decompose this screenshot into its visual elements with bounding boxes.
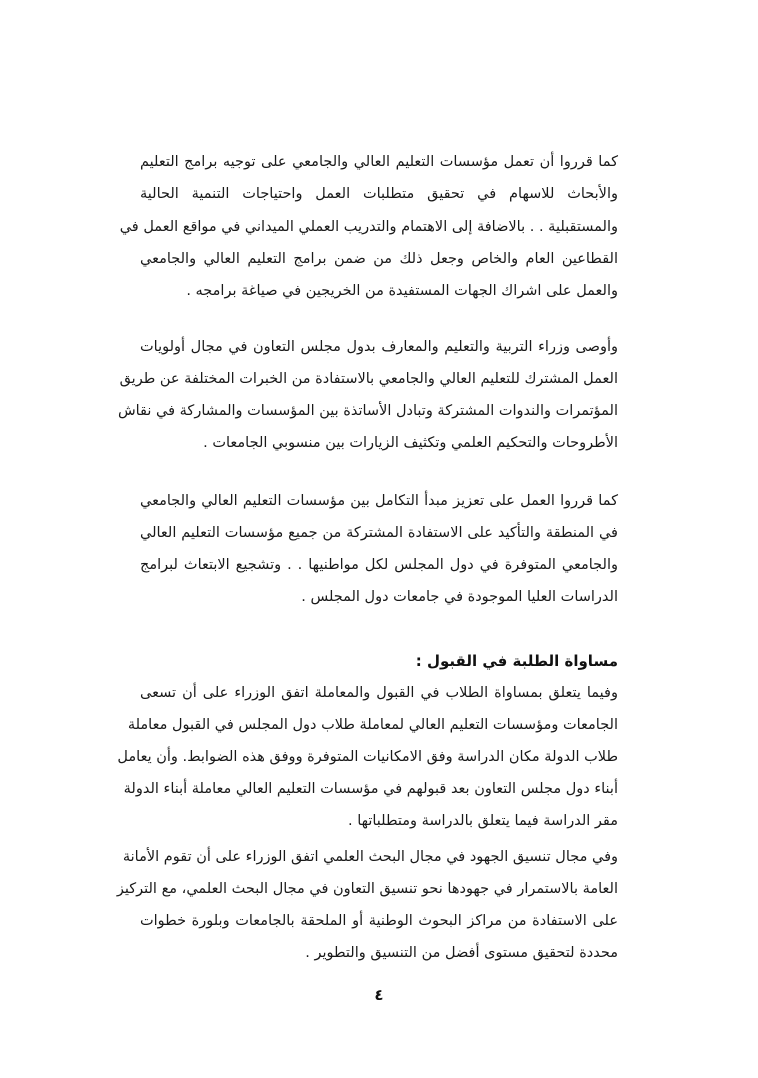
text-line: والجامعي المتوفرة في دول المجلس لكل مواطنيها . . وتشجيع الابتعاث لبرامج <box>140 557 618 573</box>
text-line: والمستقبلية . . بالاضافة إلى الاهتمام والتدريب العملي الميداني في مواقع العمل في <box>119 219 618 235</box>
text-line: الجامعات ومؤسسات التعليم العالي لمعاملة طلاب دول المجلس في القبول معاملة <box>127 717 618 733</box>
section-heading: مساواة الطلبة في القبول : <box>415 652 618 670</box>
page-number: ٤ <box>374 986 384 1004</box>
text-line: وأوصى وزراء التربية والتعليم والمعارف بدول مجلس التعاون في مجال أولويات <box>140 339 618 355</box>
text-line: المؤتمرات والندوات المشتركة وتبادل الأساتذة بين المؤسسات والمشاركة في نقاش <box>117 403 618 419</box>
text-line: الأطروحات والتحكيم العلمي وتكثيف الزيارات بين منسوبي الجامعات . <box>203 435 618 451</box>
text-line: على الاستفادة من مراكز البحوث الوطنية أو الملحقة بالجامعات وبلورة خطوات <box>140 913 618 929</box>
text-line: كما قرروا أن تعمل مؤسسات التعليم العالي والجامعي على توجيه برامج التعليم <box>140 154 618 170</box>
text-line: والعمل على اشراك الجهات المستفيدة من الخريجين في صياغة برامجه . <box>186 283 618 299</box>
text-line: مقر الدراسة فيما يتعلق بالدراسة ومتطلباتها . <box>348 813 618 829</box>
text-line: العامة بالاستمرار في جهودها نحو تنسيق التعاون في مجال البحث العلمي، مع التركيز <box>116 881 618 897</box>
text-line: العمل المشترك للتعليم العالي والجامعي بالاستفادة من الخبرات المختلفة عن طريق <box>119 371 618 387</box>
text-line: كما قرروا العمل على تعزيز مبدأ التكامل بين مؤسسات التعليم العالي والجامعي <box>140 493 618 509</box>
text-line: وفي مجال تنسيق الجهود في مجال البحث العلمي اتفق الوزراء على أن تقوم الأمانة <box>122 849 618 865</box>
text-line: القطاعين العام والخاص وجعل ذلك من ضمن برامج التعليم العالي والجامعي <box>140 251 618 267</box>
text-line: والأبحاث للاسهام في تحقيق متطلبات العمل واحتياجات التنمية الحالية <box>140 186 618 202</box>
text-line: في المنطقة والتأكيد على الاستفادة المشتركة من جميع مؤسسات التعليم العالي <box>140 525 618 541</box>
text-line: محددة لتحقيق مستوى أفضل من التنسيق والتطوير . <box>305 945 618 961</box>
text-line: طلاب الدولة مكان الدراسة وفق الامكانيات المتوفرة ووفق هذه الضوابط. وأن يعامل <box>117 749 618 765</box>
text-line: أبناء دول مجلس التعاون بعد قبولهم في مؤسسات التعليم العالي معاملة أبناء الدولة <box>123 781 618 797</box>
text-line: الدراسات العليا الموجودة في جامعات دول المجلس . <box>301 589 618 605</box>
text-line: وفيما يتعلق بمساواة الطلاب في القبول والمعاملة اتفق الوزراء على أن تسعى <box>140 685 618 701</box>
